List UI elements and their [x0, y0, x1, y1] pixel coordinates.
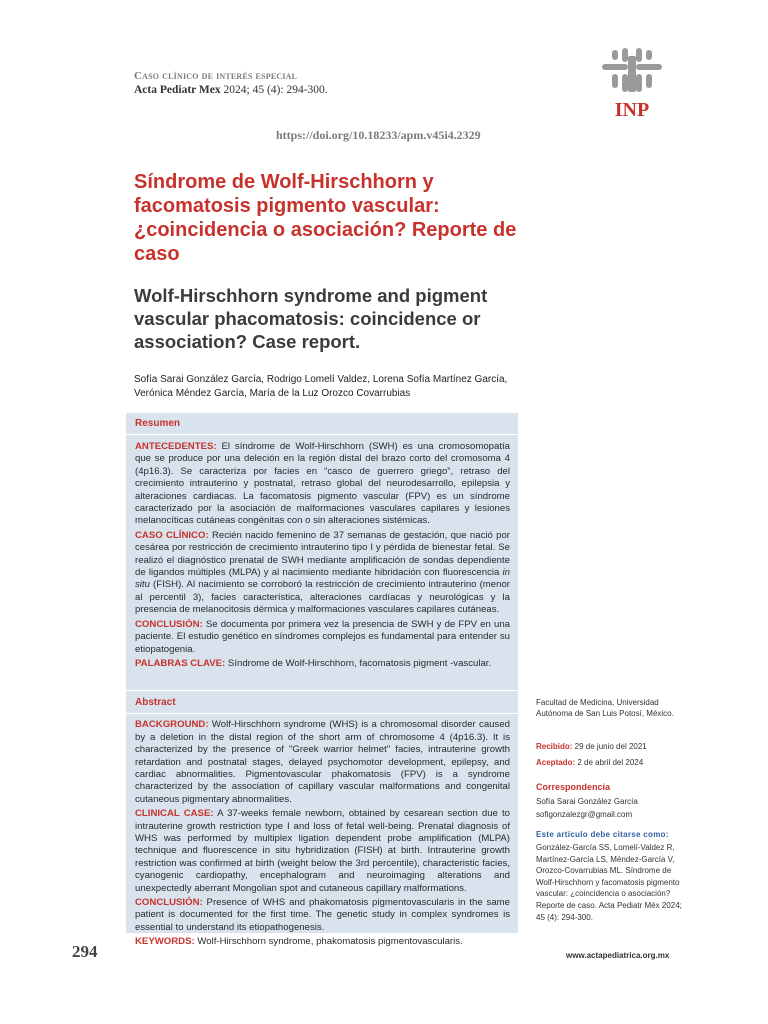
- abstract-background: [135, 719, 510, 806]
- keywords-label: KEYWORDS:: [135, 936, 195, 948]
- abstract-conclusion-text: Presence of WHS and phakomatosis pigmentovascularis in the same patient is documented for the first time. The genetic study in complex syndromes is essential to understand its etiopathogenesis.: [135, 897, 510, 933]
- background-label: BACKGROUND:: [135, 719, 209, 731]
- doi-link[interactable]: https://doi.org/10.18233/apm.v45i4.2329: [276, 128, 481, 142]
- cite-heading: Este artículo debe citarse como:: [536, 830, 669, 839]
- correspondence-heading: Correspondencia: [536, 782, 611, 792]
- received-value: 29 de junio del 2021: [572, 742, 647, 751]
- website-link[interactable]: www.actapediatrica.org.mx: [566, 951, 670, 960]
- conclusion-label: CONCLUSIÓN:: [135, 618, 203, 630]
- inp-logo-icon: [598, 48, 666, 120]
- palabras-text: Síndrome de Wolf-Hirschhorn, facomatosis pigment -vascular.: [225, 657, 492, 669]
- page-number: 294: [72, 942, 98, 961]
- cite-text: González-García SS, Lomelí-Valdez R, Martínez-García LS, Méndez-García V, Orozco-Covarrubias ML. Síndrome de Wolf-Hirschhorn y facomatosis pigmento vascular: ¿coincidencia o asociación? Reporte de caso. Acta Pediatr Méx 2024; 45 (4): 294-300.: [536, 843, 682, 922]
- correspondence-email[interactable]: sofigonzalezgr@gmail.com: [536, 810, 633, 819]
- author-list: Sofía Sarai González García, Rodrigo Lomelí Valdez, Lorena Sofía Martínez García, Verónica Méndez García, María de la Luz Orozco Covarrubias: [134, 374, 508, 399]
- accepted-date: [536, 757, 686, 768]
- abstract-heading: Abstract: [135, 697, 176, 709]
- abstract-keywords: [135, 936, 510, 948]
- section-label: Caso clínico de interés especial: [134, 70, 298, 82]
- accepted-value: 2 de abril del 2024: [575, 758, 644, 767]
- received-date: [536, 741, 686, 752]
- caso-italic: in situ: [135, 567, 510, 591]
- abstract-conclusion: [135, 897, 510, 934]
- affiliation: Facultad de Medicina, Universidad Autónoma de San Luis Potosí, México.: [536, 698, 674, 718]
- antecedentes-text: El síndrome de Wolf-Hirschhorn (SWH) es una cromosomopatía que se produce por una deleción en la región distal del brazo corto del cromosoma 4 (4p16.3). Se caracteriza por facies en “casco de guerrero griego”, retraso del crecimiento intrauterino y postnatal, retraso global del neurodesarrollo, epilepsia y alteraciones cardiacas. La facomatosis pigmento vascular (FPV) es un síndrome caracterizado por la asociación de malformaciones vasculares capilares y lesiones melanocíticas cutáneas congénitas con o sin alteraciones sistémicas.: [135, 441, 510, 527]
- palabras-label: PALABRAS CLAVE:: [135, 657, 226, 669]
- caso-text-cont: (FISH). Al nacimiento se corroboró la restricción de crecimiento intrauterino (menor al percentil 3), facies característica, alteraciones cardíacas y neurológicas y la presencia de melanocitosis dérmica y malformaciones vasculares capilares cutáneas.: [135, 579, 510, 616]
- title-english: Wolf-Hirschhorn syndrome and pigment vascular phacomatosis: coincidence or association? Case report.: [134, 285, 488, 352]
- resumen-heading: Resumen: [135, 418, 181, 429]
- abstract-conclusion-label: CONCLUSIÓN:: [135, 897, 203, 908]
- inp-logo: [598, 48, 666, 120]
- accepted-label: Aceptado:: [536, 758, 576, 767]
- conclusion-text: Se documenta por primera vez la presencia de SWH y de FPV en una paciente. El estudio genético en síndromes complejos es fundamental para entender su etiopatogenia.: [135, 618, 510, 655]
- background-text: Wolf-Hirschhorn syndrome (WHS) is a chromosomal disorder caused by a deletion in the distal region of the short arm of chromosome 4 (4p16.3). It is characterized by the presence of "Greek warrior helmet" facies, intrauterine growth retardation and postnatal stages, delayed psychomotor development, epilepsy, and cardiac abnormalities. Pigmentovascular phakomatosis (FPV) is a syndrome characterized by the association of capillary vascular malformations and congenital cutaneous pigmentary abnormalities.: [135, 719, 510, 805]
- clinical-text: A 37-weeks female newborn, obtained by cesarean section due to intrauterine growth restriction type I and loss of fetal well-being. Prenatal diagnosis of WHS was performed by multiplex ligation dependent probe amplification (MLPA) technique and fluorescence in situ hybridization (FISH) at birth. Intrauterine growth restriction was confirmed at birth (weight below the 3rd percentile), characteristic facies, cyanogenic cardiopathy, encephalogram and neuroimaging alterations and unexpectedly aberrant Mongolian spot and cutaneous capillary malformations.: [135, 808, 510, 894]
- clinical-label: CLINICAL CASE:: [135, 808, 214, 820]
- citation-details: 2024; 45 (4): 294-300.: [220, 84, 328, 96]
- journal-name: Acta Pediatr Mex: [134, 84, 221, 96]
- antecedentes-label: ANTECEDENTES:: [135, 441, 217, 452]
- resumen-antecedentes: [135, 441, 510, 528]
- title-spanish: Síndrome de Wolf-Hirschhorn y facomatosis pigmento vascular: ¿coincidencia o asociación? Reporte de caso: [134, 171, 517, 265]
- correspondence-name: Sofía Sarai González García: [536, 797, 638, 806]
- received-label: Recibido:: [536, 742, 573, 751]
- abstract-box: [126, 413, 518, 948]
- caso-label: CASO CLÍNICO:: [135, 529, 209, 541]
- caso-text: Recién nacido femenino de 37 semanas de gestación, que nació por cesárea por restricción de crecimiento intrauterino tipo I y pérdida de bienestar fetal. Se realizó el diagnóstico prenatal de SWH mediante amplificación de sondas dependiente de ligandos múltiples (MLPA) y al nacimiento mediante hibridación con fluorescencia: [135, 529, 510, 579]
- resumen-palabras-clave: [135, 658, 510, 670]
- keywords-text: Wolf-Hirschhorn syndrome, phakomatosis pigmentovascularis.: [194, 936, 463, 948]
- resumen-conclusion: [135, 619, 510, 656]
- journal-citation: [134, 84, 328, 96]
- resumen-caso: [135, 530, 510, 617]
- abstract-clinical-case: [135, 808, 510, 895]
- logo-text: INP: [614, 99, 650, 120]
